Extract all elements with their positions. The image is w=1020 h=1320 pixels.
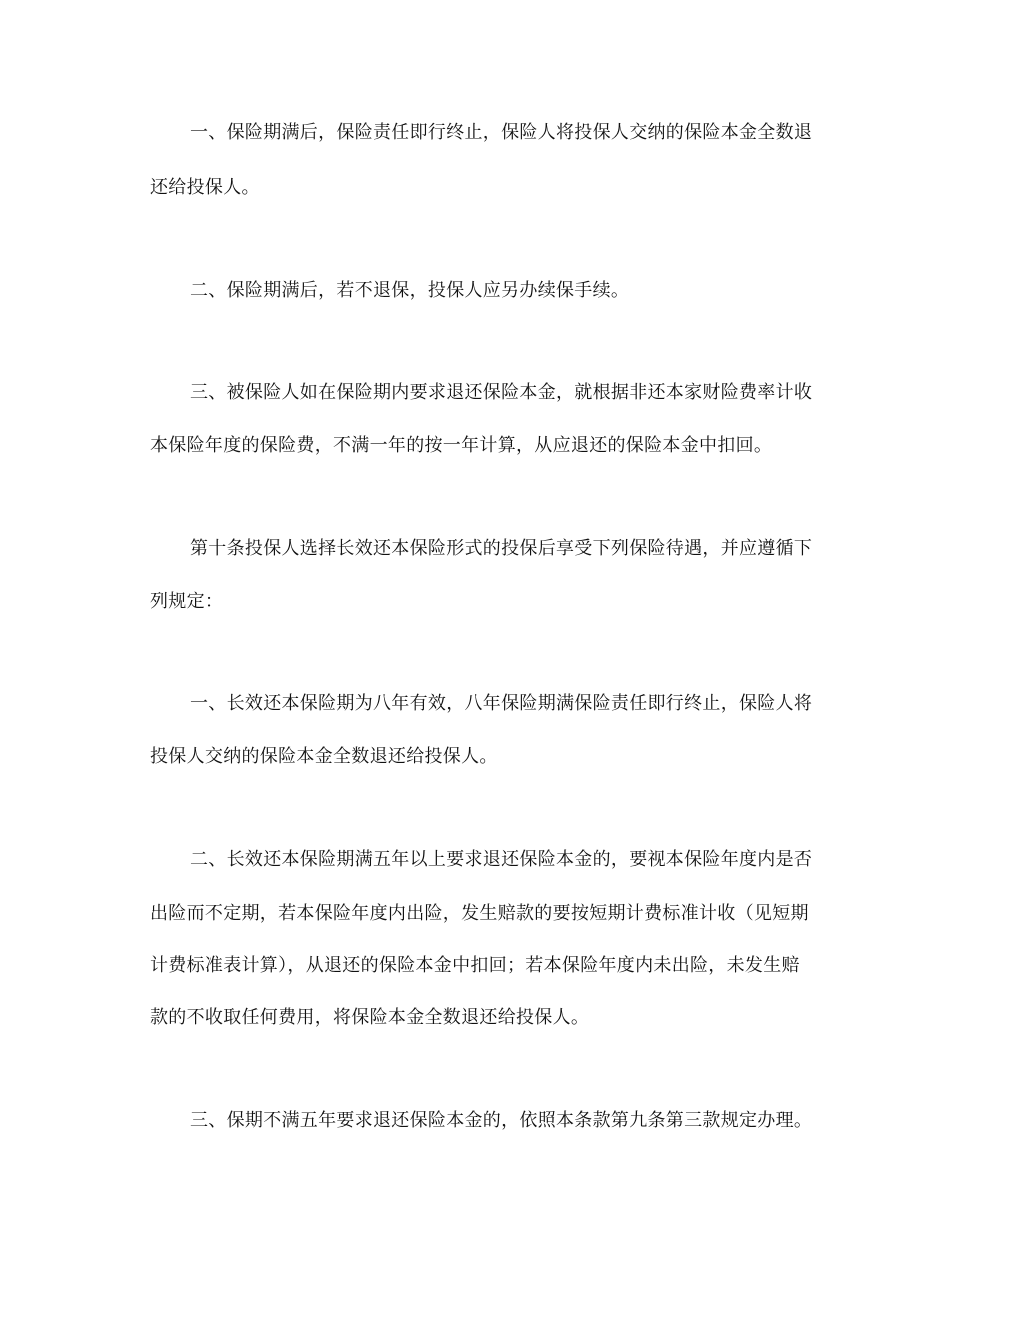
paragraph-1-line-2: 还给投保人。 (150, 177, 260, 198)
paragraph-7-line-1: 三、保期不满五年要求退还保险本金的，依照本条款第九条第三款规定办理。 (190, 1110, 813, 1131)
paragraph-5-line-2: 投保人交纳的保险本金全数退还给投保人。 (150, 746, 498, 767)
paragraph-6-line-4: 款的不收取任何费用，将保险本金全数退还给投保人。 (150, 1007, 590, 1028)
paragraph-1-line-1: 一、保险期满后，保险责任即行终止，保险人将投保人交纳的保险本金全数退 (190, 122, 813, 143)
paragraph-4-line-1: 第十条投保人选择长效还本保险形式的投保后享受下列保险待遇，并应遵循下 (190, 538, 813, 559)
paragraph-4-line-2: 列规定： (150, 591, 224, 612)
paragraph-3-line-1: 三、被保险人如在保险期内要求退还保险本金，就根据非还本家财险费率计收 (190, 382, 813, 403)
paragraph-6-line-1: 二、长效还本保险期满五年以上要求退还保险本金的，要视本保险年度内是否 (190, 849, 813, 870)
paragraph-6-line-2: 出险而不定期，若本保险年度内出险，发生赔款的要按短期计费标准计收（见短期 (150, 903, 809, 924)
paragraph-5-line-1: 一、长效还本保险期为八年有效，八年保险期满保险责任即行终止，保险人将 (190, 693, 813, 714)
paragraph-2-line-1: 二、保险期满后，若不退保，投保人应另办续保手续。 (190, 280, 630, 301)
paragraph-3-line-2: 本保险年度的保险费，不满一年的按一年计算，从应退还的保险本金中扣回。 (150, 435, 773, 456)
paragraph-6-line-3: 计费标准表计算），从退还的保险本金中扣回；若本保险年度内未出险，未发生赔 (150, 955, 800, 976)
